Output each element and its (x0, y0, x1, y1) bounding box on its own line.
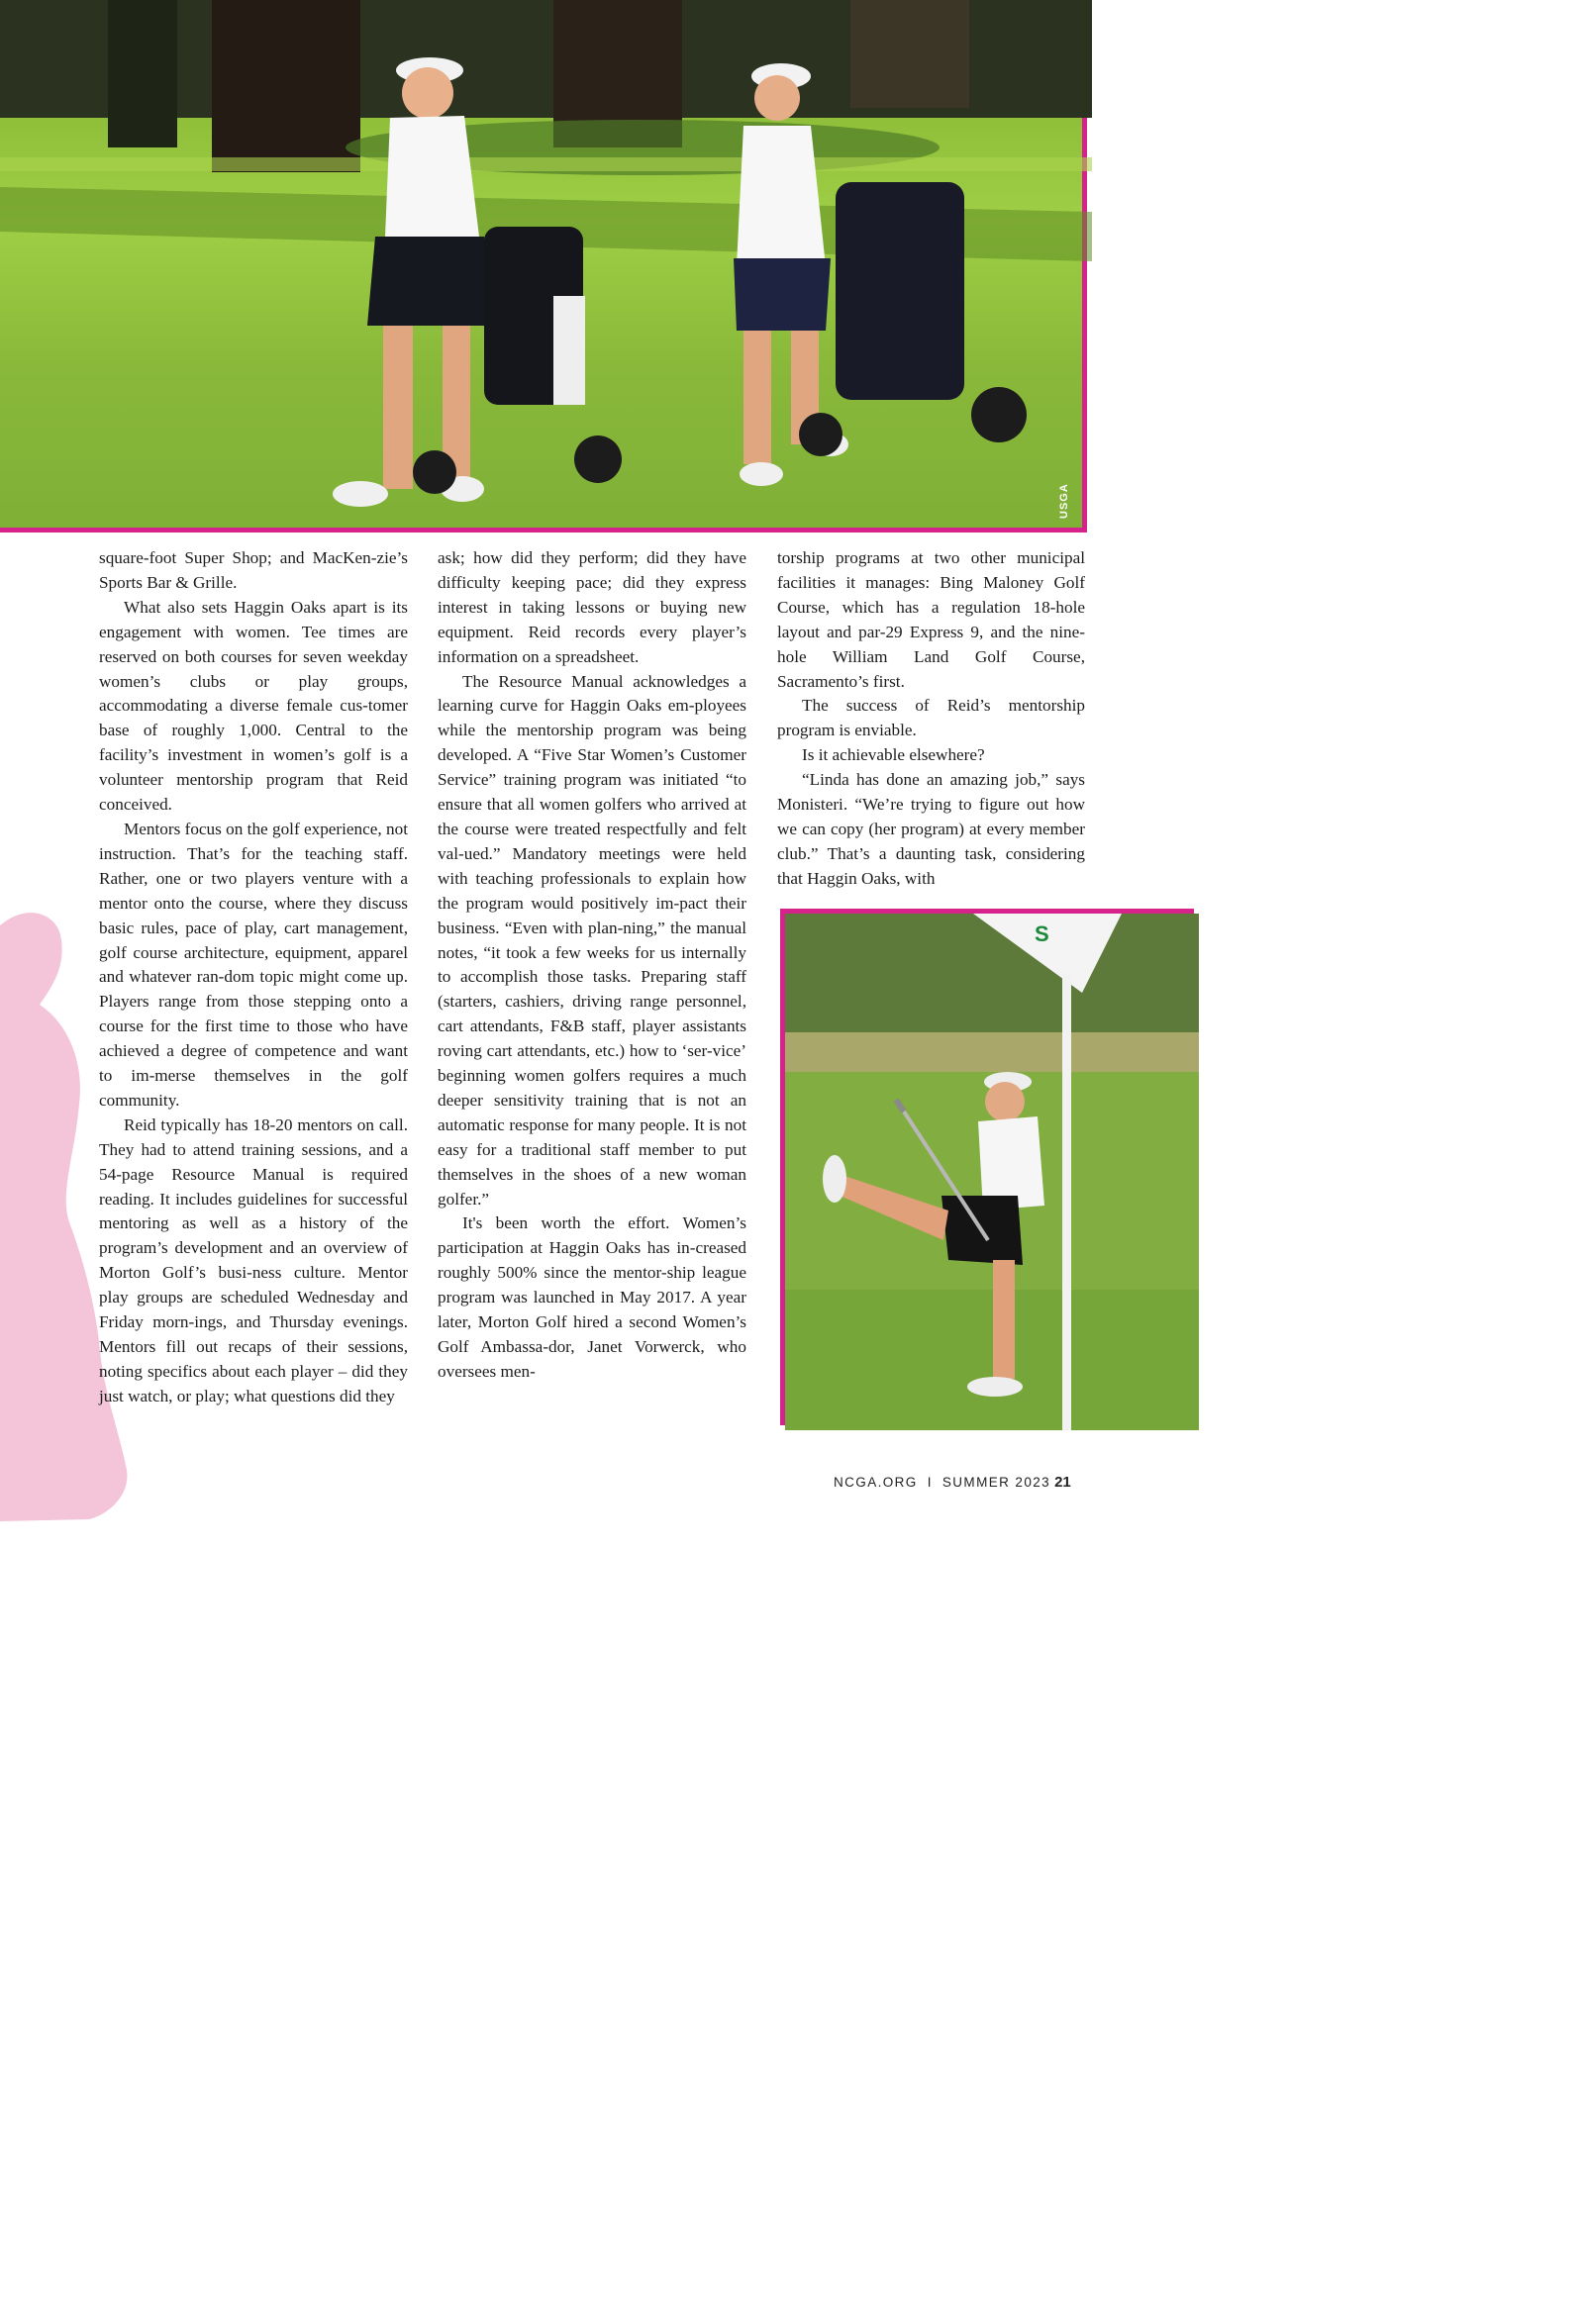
paragraph: It's been worth the effort. Women’s participation at Haggin Oaks has in-creased roughly 500% since the mentor-ship league program was launched in May 2017. A year later, Morton Golf hired a second Women’s Golf Ambassa-dor, Janet Vorwerck, who oversees men- (438, 1213, 746, 1381)
paragraph: Mentors focus on the golf experience, not instruction. That’s for the teaching staff. Rather, one or two players venture with a mentor onto the course, where they discuss basic rules, pace of play, cart management, golf course architecture, equipment, apparel and whatever ran-dom topic might come up. Players range from those stepping onto a course for the first time to those who have achieved a degree of competence and want to im-merse themselves in the golf community. (99, 819, 408, 1110)
golfers-illustration (0, 0, 1092, 537)
footer-issue: SUMMER 2023 (941, 1475, 1051, 1490)
paragraph: ask; how did they perform; did they have difficulty keeping pace; did they express interest in taking lessons or buying new equipment. Reid records every player’s information on a spreadsheet. (438, 548, 746, 666)
golfer-reaction-illustration (785, 914, 1199, 1430)
paragraph: square-foot Super Shop; and MacKen-zie’s Sports Bar & Grille. (99, 548, 408, 592)
paragraph: Is it achievable elsewhere? (802, 745, 985, 765)
paragraph: Reid typically has 18-20 mentors on call. They had to attend training sessions, and a 54-page Resource Manual is required reading. It includes guidelines for successful mentoring as well as a history of the program’s development and an overview of Morton Golf’s busi-ness culture. Mentor play groups are scheduled Wednesday and Friday morn-ings, and Thursday evenings. Mentors fill out recaps of their sessions, noting specifics about each player – did they just watch, or play; what questions did they (99, 1114, 408, 1405)
paragraph: The success of Reid’s mentorship program is enviable. (777, 696, 1085, 740)
photo-credit: USGA (1058, 483, 1070, 519)
page-footer (834, 1474, 1071, 1491)
paragraph: What also sets Haggin Oaks apart is its engagement with women. Tee times are reserved on both courses for seven weekday women’s clubs or play groups, accommodating a diverse female cus-tomer base of roughly 1,000. Central to the facility’s investment in women’s golf is a volunteer mentorship program that Reid conceived. (99, 597, 408, 815)
footer-separator: I (927, 1475, 933, 1490)
photo-credit: USGA (1573, 2288, 1585, 2324)
page-number: 21 (1054, 1474, 1071, 1491)
footer-site: NCGA.ORG (834, 1475, 918, 1490)
photo-two-golfers-walking (0, 0, 1087, 533)
article-column-3 (777, 546, 1085, 892)
article-column-2 (438, 546, 746, 1385)
article-column-1 (99, 546, 408, 1409)
paragraph: “Linda has done an amazing job,” says Monisteri. “We’re trying to figure out how we can copy (her program) at every member club.” That’s a daunting task, considering that Haggin Oaks, with (777, 770, 1085, 888)
paragraph: The Resource Manual acknowledges a learning curve for Haggin Oaks em-ployees while the mentorship program was being developed. A “Five Star Women’s Customer Service” training program was initiated “to ensure that all women golfers who arrived at the course were treated respectfully and felt val-ued.” Mandatory meetings were held with teaching professionals to explain how the program would positively im-pact their business. “Even with plan-ning,” the manual notes, “it took a few weeks for us internally to accomplish those tasks. Preparing staff (starters, cashiers, driving range personnel, cart attendants, F&B staff, player assistants roving cart attendants, etc.) how to ‘ser-vice’ beginning women golfers requires a much deeper sensitivity training that is not an automatic response for many people. It is not easy for a traditional staff member to put themselves in the shoes of a new woman golfer.” (438, 671, 746, 1209)
paragraph: torship programs at two other municipal facilities it manages: Bing Maloney Golf Course, which has a regulation 18-hole layout and par-29 Express 9, and the nine-hole William Land Golf Course, Sacramento’s first. (777, 548, 1085, 691)
svg-text:S: S (1035, 921, 1049, 946)
